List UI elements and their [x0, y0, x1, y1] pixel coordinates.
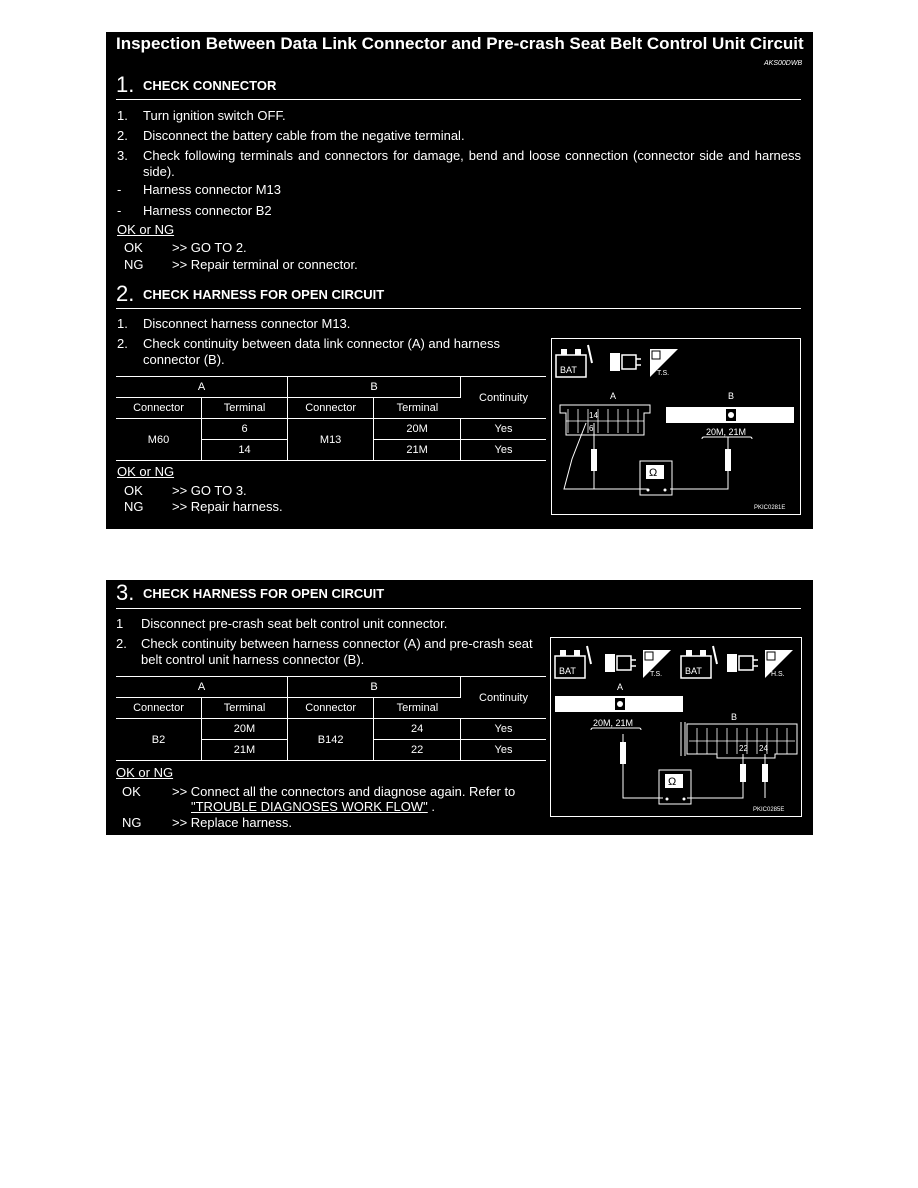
table-cell-b-terminal: 24: [374, 719, 461, 740]
ohmmeter-icon: [640, 461, 672, 495]
step1-ok-action: >> GO TO 2.: [172, 240, 247, 255]
table-cell-a-terminal: 14: [202, 440, 288, 461]
step3-ng-label: NG: [122, 815, 142, 830]
table-cell-b-terminal: 20M: [374, 419, 461, 440]
step3-divider: [116, 608, 801, 609]
step3-ok-suffix: .: [431, 799, 436, 814]
table-cell-b-connector: M13: [288, 419, 374, 461]
step2-number: 2.: [116, 281, 135, 306]
battery-label: BAT: [560, 365, 577, 375]
table-group-b: B: [288, 677, 461, 698]
diagram-code: PKIC0281E: [754, 505, 786, 511]
step3-ok-label: OK: [122, 784, 141, 799]
connector-a-label: A: [617, 682, 624, 692]
table-cell-continuity: Yes: [461, 719, 547, 740]
step1-ng-label: NG: [124, 257, 144, 272]
table-cell-b-connector: B142: [288, 719, 374, 761]
section-inspection-panel: Inspection Between Data Link Connector and Pre-crash Seat Belt Control Unit Circuit AKS00DWB 1. CHECK CONNECTOR 1. Turn ignition switch OFF. 2. Disconnect the battery cable from the negative terminal. 3. Check following terminals and connectors for damage, bend and loose connection (connector side and harness side). - Harness connector M13 - Harness connector B2 OK or NG OK >> GO TO 2. NG >> Repair terminal or connector. 2. CHECK HARNESS FOR OPEN CIRCUIT 1. Disconnect harness connector M13. 2. Check continuity between data link connector (A) and harness connector (B). A B Continuity Connector Terminal Connector Terminal M60 6 M13 20M Yes 14 21M Yes OK or NG OK >> GO TO 3. NG >> Repair harness. BAT T.S. A B 14 6 20M, 21M Ω PKIC0281E: [106, 32, 813, 529]
tester-icon: [650, 349, 678, 377]
table-cell-a-terminal: 6: [202, 419, 288, 440]
wiring-diagram-svg: [552, 339, 800, 514]
harness-sensor-icon: [765, 650, 793, 678]
table-col-terminal: Terminal: [374, 398, 461, 419]
table-row: [116, 419, 546, 440]
section-title-text: Inspection Between Data Link Connector and Pre-crash Seat Belt Control Unit Circuit: [116, 34, 804, 53]
table-continuity-header: Continuity: [461, 377, 547, 419]
step2-ng-action: >> Repair harness.: [172, 499, 283, 514]
battery-icon: [556, 345, 592, 377]
table-cell-continuity: Yes: [461, 740, 547, 761]
table-group-b: B: [288, 377, 461, 398]
step3-heading: CHECK HARNESS FOR OPEN CIRCUIT: [143, 586, 385, 601]
harness-connector-b: [666, 407, 794, 439]
step2-ok-label: OK: [124, 483, 143, 498]
ohm-symbol: Ω: [649, 467, 658, 479]
table-row: [116, 719, 546, 740]
table-cell-b-terminal: 21M: [374, 440, 461, 461]
step3-ng-action: >> Replace harness.: [172, 815, 292, 830]
table-continuity-header: Continuity: [461, 677, 547, 719]
step1-ok-ng-heading: OK or NG: [117, 222, 175, 237]
ohmmeter-icon: [659, 770, 691, 804]
table-cell-a-terminal: 20M: [202, 719, 288, 740]
table-cell-a-connector: M60: [116, 419, 202, 461]
reference-code: AKS00DWB: [764, 60, 803, 67]
step3-panel: 3. CHECK HARNESS FOR OPEN CIRCUIT 1 Disconnect pre-crash seat belt control unit connector. 2. Check continuity between harness connector (A) and pre-crash seat belt control unit harness connector (B). A B Continuity Connector Terminal Connector Terminal B2 20M B142 24 Yes 21M 22 Yes OK or NG OK >> Connect all the connectors and diagnose again. Refer to "TROUBLE DIAGNOSES WORK FLOW" . NG >> Replace harness. BAT T.S. BAT H.S. A 20M, 21M B 22 24 Ω PKIC0285E: [106, 580, 813, 835]
connector-a-label: A: [610, 391, 617, 401]
wire-label: 20M, 21M: [593, 718, 634, 728]
table-col-connector: Connector: [116, 398, 202, 419]
step1-ok-label: OK: [124, 240, 143, 255]
pin-22-label: 22: [739, 744, 748, 753]
step2-ok-action: >> GO TO 3.: [172, 483, 247, 498]
step2-ok-ng-heading: OK or NG: [117, 464, 175, 479]
tester-label: T.S.: [650, 671, 663, 678]
table-col-connector: Connector: [116, 698, 202, 719]
step3-ok-action: >> Connect all the connectors and diagnose again. Refer to: [172, 784, 516, 799]
step1-number: 1.: [116, 72, 135, 97]
step2-ng-label: NG: [124, 499, 144, 514]
battery-icon: [555, 646, 591, 678]
step3-ok-ng-heading: OK or NG: [116, 765, 174, 780]
table-col-terminal: Terminal: [202, 698, 288, 719]
trouble-diagnoses-link[interactable]: "TROUBLE DIAGNOSES WORK FLOW": [191, 799, 428, 814]
connector-b-label: B: [728, 391, 735, 401]
step2-wiring-diagram: [551, 338, 801, 515]
section-title: [116, 34, 806, 54]
pin-24-label: 24: [759, 744, 768, 753]
tester-label: T.S.: [657, 370, 670, 377]
step2-heading: CHECK HARNESS FOR OPEN CIRCUIT: [143, 287, 385, 302]
table-cell-continuity: Yes: [461, 419, 547, 440]
step2-divider: [116, 308, 801, 309]
step1-divider: [116, 99, 801, 100]
table-cell-a-terminal: 21M: [202, 740, 288, 761]
battery-label: BAT: [559, 666, 576, 676]
control-unit-connector-b: [681, 722, 797, 758]
disconnect-connector-icon: [605, 654, 636, 672]
table-group-a: A: [116, 377, 288, 398]
tester-icon: [643, 650, 671, 678]
battery-label: BAT: [685, 666, 702, 676]
harness-sensor-label: H.S.: [771, 671, 785, 678]
step3-continuity-table: [116, 676, 546, 761]
ohm-symbol: Ω: [668, 776, 677, 788]
battery-icon: [681, 646, 717, 678]
connector-b-label: B: [731, 712, 738, 722]
table-col-connector: Connector: [288, 398, 374, 419]
table-cell-a-connector: B2: [116, 719, 202, 761]
wiring-diagram-svg: [551, 638, 801, 816]
step1-ng-action: >> Repair terminal or connector.: [172, 257, 358, 272]
table-col-connector: Connector: [288, 698, 374, 719]
table-col-terminal: Terminal: [374, 698, 461, 719]
step3-wiring-diagram: [550, 637, 802, 817]
wire-label: 20M, 21M: [706, 427, 747, 437]
table-group-a: A: [116, 677, 288, 698]
table-cell-b-terminal: 22: [374, 740, 461, 761]
step3-ok-refer: [191, 799, 435, 815]
disconnect-connector-icon: [727, 654, 758, 672]
diagram-code: PKIC0285E: [753, 807, 785, 813]
pin-6-label: 6: [589, 424, 594, 433]
table-col-terminal: Terminal: [202, 398, 288, 419]
harness-connector-a: [555, 696, 683, 730]
step1-heading: CHECK CONNECTOR: [143, 78, 277, 93]
table-cell-continuity: Yes: [461, 440, 547, 461]
disconnect-connector-icon: [610, 353, 641, 371]
step2-continuity-table: [116, 376, 546, 461]
pin-14-label: 14: [589, 411, 598, 420]
data-link-connector: [560, 405, 650, 435]
step3-number: 3.: [116, 580, 135, 605]
